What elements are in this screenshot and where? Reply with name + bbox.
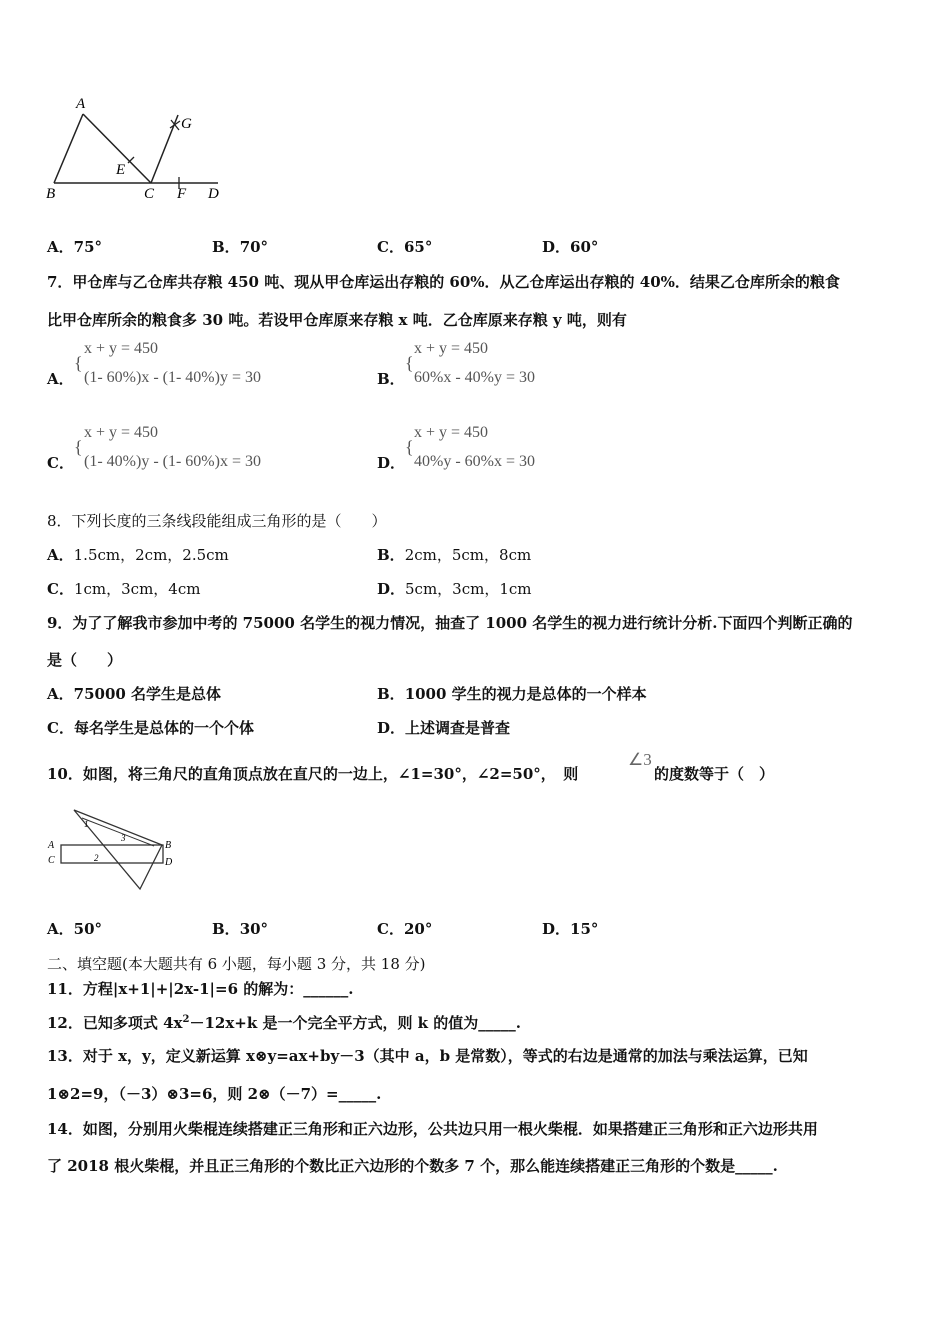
q7-option-a-eq2: (1- 60%)x - (1- 40%)y = 30 <box>84 369 261 386</box>
fig10-label-b: B <box>165 840 172 851</box>
q14-line1: 14．如图，分别用火柴棍连续搭建正三角形和正六边形，公共边只用一根火柴棍．如果搭建正三角形和正六边形共用 <box>47 1120 818 1138</box>
q8-option-d[interactable]: D．5cm，3cm，1cm <box>377 580 532 598</box>
q10-option-b[interactable]: B．30° <box>212 920 269 938</box>
q7-option-a-brace: { <box>74 353 83 373</box>
fig10-label-1: 1 <box>84 819 89 829</box>
q7-option-a-eq1: x + y = 450 <box>84 340 159 357</box>
fig10-label-3: 3 <box>121 833 126 843</box>
q9-option-a[interactable]: A．75000 名学生是总体 <box>47 685 222 703</box>
line-ab <box>54 114 83 183</box>
q10-ruler-triangle-figure <box>44 805 184 895</box>
q7-option-c-eq1: x + y = 450 <box>84 424 159 441</box>
label-d: D <box>208 186 219 202</box>
q14-line2: 了 2018 根火柴棍，并且正三角形的个数比正六边形的个数多 7 个，那么能连续搭建正三角形的个数是_____. <box>47 1157 778 1175</box>
q10-option-a[interactable]: A．50° <box>47 920 103 938</box>
q7-stem-line1: 7．甲仓库与乙仓库共存粮 450 吨、现从甲仓库运出存粮的 60%．从乙仓库运出存粮的 40%．结果乙仓库所余的粮食 <box>47 273 840 291</box>
q6-option-b[interactable]: B．70° <box>212 238 269 256</box>
q10-stem-a: 10．如图，将三角尺的直角顶点放在直尺的一边上，∠1=30°，∠2=50°， 则 <box>47 765 579 783</box>
q6-option-a[interactable]: A．75° <box>47 238 103 256</box>
q8-stem: 8．下列长度的三条线段能组成三角形的是（ ） <box>47 512 387 530</box>
q7-option-b-eq1: x + y = 450 <box>414 340 489 357</box>
q7-option-a-letter[interactable]: A． <box>47 370 74 388</box>
q7-stem-line2: 比甲仓库所余的粮食多 30 吨。若设甲仓库原来存粮 x 吨．乙仓库原来存粮 y 吨，则有 <box>47 311 627 329</box>
label-f: F <box>177 186 187 202</box>
q8-option-c[interactable]: C．1cm，3cm，4cm <box>47 580 201 598</box>
label-e: E <box>116 162 126 178</box>
fig10-label-a: A <box>48 840 55 851</box>
label-a: A <box>76 96 86 112</box>
q7-option-d-letter[interactable]: D． <box>377 454 406 472</box>
q12-text: 12．已知多项式 $4x^2-12x+k$ 是一个完全平方式，则 k 的值为_____. <box>47 1014 522 1032</box>
q9-option-d[interactable]: D．上述调查是普查 <box>377 719 511 737</box>
label-c: C <box>144 186 155 202</box>
q11-text: 11．方程|x+1|+|2x-1|=6 的解为：______. <box>47 980 354 998</box>
q7-option-b-letter[interactable]: B． <box>377 370 405 388</box>
q10-stem-b: 的度数等于（ ） <box>654 765 775 783</box>
label-b: B <box>46 186 56 202</box>
q10-option-c[interactable]: C．20° <box>377 920 433 938</box>
q10-option-d[interactable]: D．15° <box>542 920 599 938</box>
q7-option-d-eq1: x + y = 450 <box>414 424 489 441</box>
q9-option-b[interactable]: B．1000 学生的视力是总体的一个样本 <box>377 685 647 703</box>
q10-angle3: ∠3 <box>628 750 652 769</box>
q7-option-c-eq2: (1- 40%)y - (1- 60%)x = 30 <box>84 453 261 470</box>
q8-option-b[interactable]: B．2cm，5cm，8cm <box>377 546 532 564</box>
q9-stem-line2: 是（ ） <box>47 651 123 669</box>
q6-option-d[interactable]: D．60° <box>542 238 599 256</box>
q6-geometry-figure <box>40 90 240 210</box>
q13-line1: 13．对于 x，y，定义新运算 x⊗y=ax+by－3（其中 a，b 是常数），等式的右边是通常的加法与乘法运算，已知 <box>47 1047 808 1065</box>
q7-option-b-eq2: 60%x - 40%y = 30 <box>414 369 536 386</box>
fig10-label-c: C <box>48 855 55 866</box>
q7-option-c-brace: { <box>74 437 83 457</box>
fig10-label-d: D <box>165 857 173 868</box>
section2-title: 二、填空题(本大题共有 6 小题，每小题 3 分，共 18 分) <box>47 955 426 973</box>
q9-stem-line1: 9．为了了解我市参加中考的 75000 名学生的视力情况，抽查了 1000 名学生的视力进行统计分析.下面四个判断正确的 <box>47 614 853 632</box>
ruler <box>61 845 163 863</box>
label-g: G <box>181 116 192 132</box>
q6-option-c[interactable]: C．65° <box>377 238 433 256</box>
q13-line2: 1⊗2=9，（－3）⊗3=6，则 2⊗（－7）=_____. <box>47 1085 382 1103</box>
q9-option-c[interactable]: C．每名学生是总体的一个个体 <box>47 719 254 737</box>
q7-option-c-letter[interactable]: C． <box>47 454 74 472</box>
fig10-label-2: 2 <box>94 853 99 863</box>
q8-option-a[interactable]: A．1.5cm，2cm，2.5cm <box>47 546 229 564</box>
q7-option-b-brace: { <box>405 353 414 373</box>
q7-option-d-eq2: 40%y - 60%x = 30 <box>414 453 536 470</box>
q7-option-d-brace: { <box>405 437 414 457</box>
